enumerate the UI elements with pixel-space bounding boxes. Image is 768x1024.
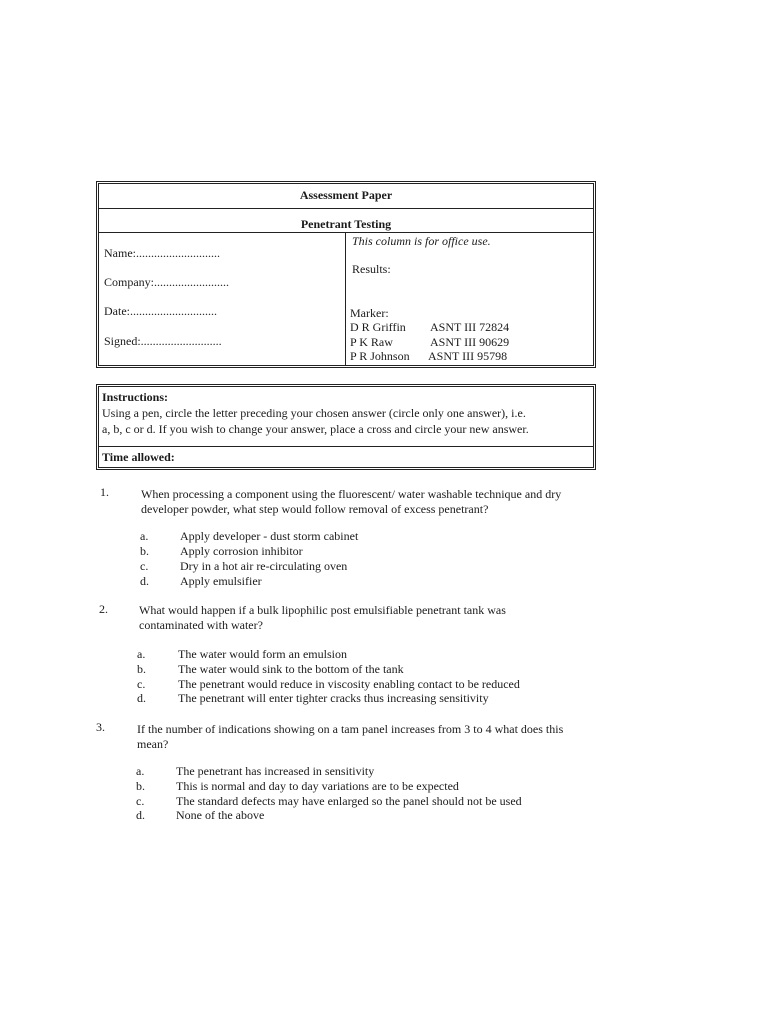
- option-letter[interactable]: a.: [136, 764, 145, 778]
- option-text: The penetrant has increased in sensitivity: [176, 764, 375, 778]
- option-text: Apply emulsifier: [180, 574, 262, 588]
- option-text: The standard defects may have enlarged so the panel should not be used: [176, 794, 522, 808]
- results-label: Results:: [352, 262, 391, 276]
- option-text: This is normal and day to day variations are to be expected: [176, 779, 459, 793]
- question-text: What would happen if a bulk lipophilic post emulsifiable penetrant tank was contaminated with water?: [139, 603, 506, 632]
- option-letter[interactable]: a.: [140, 529, 149, 543]
- question-number: 1.: [100, 485, 109, 499]
- instructions-line: Using a pen, circle the letter preceding your chosen answer (circle only one answer), i.e.: [102, 406, 526, 420]
- office-use-note: This column is for office use.: [352, 234, 491, 248]
- option-letter[interactable]: b.: [140, 544, 149, 558]
- marker-cert: ASNT III 72824: [430, 320, 510, 334]
- option-letter[interactable]: c.: [140, 559, 149, 573]
- option-letter[interactable]: d.: [140, 574, 149, 588]
- company-field[interactable]: Company:.........................: [104, 275, 229, 289]
- marker-name: D R Griffin: [350, 320, 406, 334]
- instructions-heading: Instructions:: [102, 390, 169, 404]
- option-text: The penetrant would reduce in viscosity enabling contact to be reduced: [178, 677, 520, 691]
- marker-name: P R Johnson: [350, 349, 410, 363]
- paper-subject: Penetrant Testing: [300, 217, 392, 231]
- date-field[interactable]: Date:.............................: [104, 304, 217, 318]
- marker-cert: ASNT III 95798: [428, 349, 508, 363]
- option-letter[interactable]: a.: [137, 647, 146, 661]
- option-text: Apply developer - dust storm cabinet: [180, 529, 359, 543]
- signed-field[interactable]: Signed:...........................: [104, 334, 222, 348]
- paper-title: Assessment Paper: [299, 188, 393, 202]
- option-text: The water would form an emulsion: [178, 647, 347, 661]
- marker-name: P K Raw: [350, 335, 393, 349]
- option-text: The water would sink to the bottom of the tank: [178, 662, 404, 676]
- instructions-line: a, b, c or d. If you wish to change your answer, place a cross and circle your new answer.: [102, 422, 529, 436]
- title-divider: [99, 208, 593, 209]
- option-text: Dry in a hot air re-circulating oven: [180, 559, 348, 573]
- option-letter[interactable]: d.: [137, 691, 146, 705]
- name-field[interactable]: Name:............................: [104, 246, 220, 260]
- option-letter[interactable]: d.: [136, 808, 145, 822]
- option-letter[interactable]: b.: [136, 779, 145, 793]
- option-letter[interactable]: c.: [137, 677, 146, 691]
- question-number: 3.: [96, 720, 105, 734]
- option-letter[interactable]: b.: [137, 662, 146, 676]
- fields-divider: [99, 232, 593, 233]
- question-text: When processing a component using the fluorescent/ water washable technique and dry developer powder, what step would follow removal of excess penetrant?: [141, 487, 562, 516]
- option-text: The penetrant will enter tighter cracks thus increasing sensitivity: [178, 691, 489, 705]
- office-column-divider: [345, 232, 346, 365]
- time-divider: [99, 446, 593, 447]
- time-allowed-label: Time allowed:: [102, 450, 175, 464]
- marker-label: Marker:: [350, 306, 389, 320]
- option-text: None of the above: [176, 808, 265, 822]
- option-text: Apply corrosion inhibitor: [180, 544, 303, 558]
- question-text: If the number of indications showing on a tam panel increases from 3 to 4 what does this mean?: [137, 722, 564, 751]
- option-letter[interactable]: c.: [136, 794, 145, 808]
- question-number: 2.: [99, 602, 108, 616]
- marker-cert: ASNT III 90629: [430, 335, 510, 349]
